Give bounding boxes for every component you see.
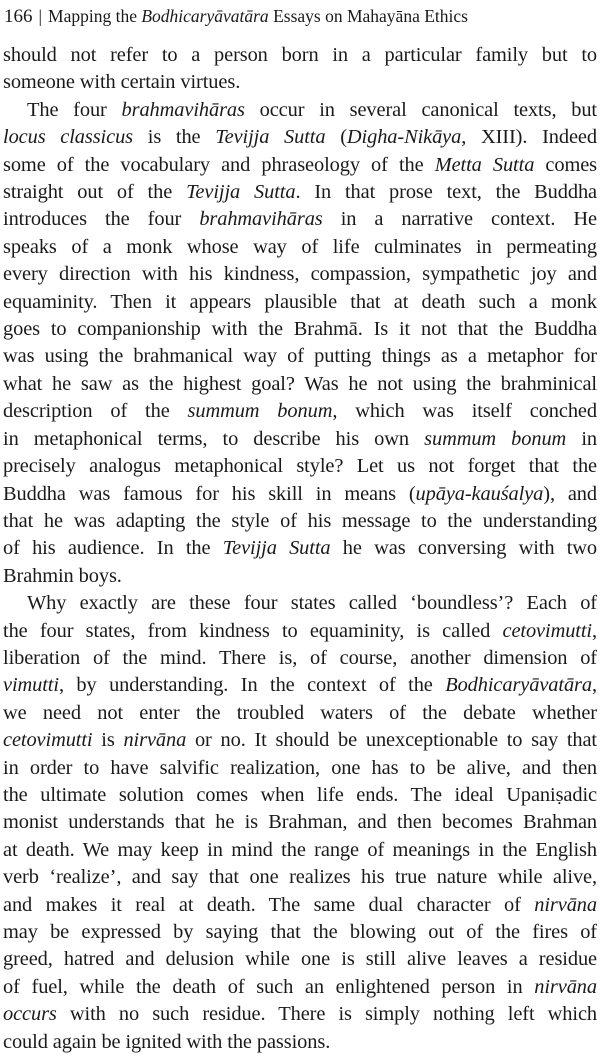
text-line xyxy=(3,946,597,973)
text-run: should not refer to a person born in a particular family but to xyxy=(3,44,597,66)
text-run: equaminity. Then it appears plausible that at death such a monk xyxy=(3,290,597,313)
italic-term: Tevijja Sutta xyxy=(215,126,326,149)
text-run: speaks of a monk whose way of life culminates in permeating xyxy=(3,235,597,258)
text-run: precisely analogus metaphonical style? Let us not forget that the xyxy=(3,455,597,478)
text-run: occur in several canonical texts, but xyxy=(244,98,597,121)
text-line xyxy=(3,892,597,919)
text-line xyxy=(3,343,597,370)
text-run: , XIII). Indeed xyxy=(461,126,597,149)
text-line xyxy=(3,371,597,398)
text-line xyxy=(3,69,597,96)
text-line xyxy=(3,234,597,261)
text-run: description of the xyxy=(3,400,188,423)
text-line xyxy=(3,618,597,645)
text-run: ( xyxy=(325,126,347,149)
italic-term: locus classicus xyxy=(3,126,134,149)
italic-term: vimutti xyxy=(3,674,59,697)
text-line xyxy=(3,508,597,535)
text-run: ), and xyxy=(543,482,597,505)
text-line xyxy=(3,481,597,508)
italic-term: Digha-Nikāya xyxy=(346,126,462,149)
text-run: of fuel, while the death of such an enlightened person in xyxy=(3,975,535,998)
text-line xyxy=(3,672,597,699)
italic-term: upāya-kauśalya xyxy=(415,482,544,505)
text-line xyxy=(3,289,597,316)
header-title-italic: Bodhicaryāvatāra xyxy=(141,6,269,26)
text-run: every direction with his kindness, compassion, sympathetic joy and xyxy=(3,263,597,286)
text-run: Brahmin boys. xyxy=(3,564,122,587)
italic-term: Bodhicaryāvatāra xyxy=(445,674,592,697)
text-line xyxy=(3,535,597,562)
text-run: may be expressed by saying that the blowing out of the fires of xyxy=(3,921,597,943)
text-run: , which was itself conched xyxy=(332,400,597,423)
text-line xyxy=(3,42,597,69)
text-run: we need not enter the troubled waters of the debate whether xyxy=(3,701,597,724)
text-line xyxy=(3,727,597,754)
text-run: monist understands that he is Brahman, and then becomes Brahman xyxy=(3,811,597,834)
text-run: in xyxy=(566,427,597,450)
text-run: is the xyxy=(133,126,216,149)
italic-term: occurs xyxy=(3,1003,57,1026)
text-line xyxy=(3,590,597,617)
italic-term: cetovimutti xyxy=(502,619,592,642)
text-run: could again be ignited with the passions. xyxy=(3,1030,331,1053)
running-header xyxy=(4,3,596,29)
text-line xyxy=(3,700,597,727)
italic-term: summum bonum xyxy=(187,400,333,423)
text-run: , xyxy=(592,674,597,697)
text-run: Buddha was famous for his skill in means ( xyxy=(3,482,416,505)
italic-term: nirvāna xyxy=(534,975,597,998)
italic-term: nirvāna xyxy=(534,893,597,916)
text-run: comes xyxy=(534,153,598,176)
text-run: in a narrative context. He xyxy=(322,208,597,231)
text-run: of his audience. In the xyxy=(3,537,223,560)
text-run: verb ‘realize’, and say that one realizes his true nature while alive, xyxy=(3,866,597,889)
text-run: the ultimate solution comes when life ends. The ideal Upaniṣadic xyxy=(3,783,597,806)
text-line xyxy=(3,97,597,124)
italic-term: Tevijja Sutta xyxy=(186,181,296,204)
italic-term: Tevijja Sutta xyxy=(222,537,331,560)
text-run: or no. It should be unexceptionable to say that xyxy=(186,729,597,752)
page-number: 166 xyxy=(4,6,33,27)
text-run: greed, hatred and delusion while one is still alive leaves a residue xyxy=(3,948,597,971)
header-title-suffix: Essays on Mahayāna Ethics xyxy=(268,6,468,26)
text-run: goes to companionship with the Brahmā. Is it not that the Buddha xyxy=(3,318,597,341)
text-line xyxy=(3,152,597,179)
text-run: is xyxy=(92,729,124,752)
text-run: and makes it real at death. The same dual character of xyxy=(3,893,535,916)
header-separator: | xyxy=(38,6,43,26)
text-run: Why exactly are these four states called ‘boundless’? Each of xyxy=(27,592,597,615)
header-title-prefix: Mapping the xyxy=(48,6,142,26)
text-line xyxy=(3,864,597,891)
text-run: , xyxy=(592,619,597,642)
text-run: with no such residue. There is simply nothing left which xyxy=(56,1003,597,1026)
italic-term: brahmavihāras xyxy=(199,208,323,231)
text-line xyxy=(3,755,597,782)
text-line xyxy=(3,426,597,453)
text-run: some of the vocabulary and phraseology of the xyxy=(3,153,435,176)
text-run: was using the brahmanical way of putting things as a metaphor for xyxy=(3,345,597,368)
text-run: what he saw as the highest goal? Was he not using the brahminical xyxy=(3,372,597,395)
text-line xyxy=(3,974,597,1001)
text-line xyxy=(3,837,597,864)
text-run: that he was adapting the style of his message to the understanding xyxy=(3,509,597,532)
text-run: straight out of the xyxy=(3,181,187,204)
text-line xyxy=(3,124,597,151)
text-line xyxy=(3,261,597,288)
italic-term: Metta Sutta xyxy=(434,153,535,176)
italic-term: summum bonum xyxy=(424,427,567,450)
text-line xyxy=(3,645,597,672)
text-line xyxy=(3,1001,597,1028)
text-run: the four states, from kindness to equaminity, is called xyxy=(3,619,503,642)
text-run: he was conversing with two xyxy=(330,537,597,560)
text-line xyxy=(3,563,597,590)
text-line xyxy=(3,398,597,425)
body-text xyxy=(3,42,597,1056)
text-run: someone with certain virtues. xyxy=(3,71,241,94)
text-run: at death. We may keep in mind the range of meanings in the English xyxy=(3,838,597,861)
text-run: The four xyxy=(27,98,122,121)
text-line xyxy=(3,206,597,233)
text-line xyxy=(3,919,597,946)
text-line xyxy=(3,809,597,836)
text-run: liberation of the mind. There is, of course, another dimension of xyxy=(3,646,597,669)
italic-term: brahmavihāras xyxy=(121,98,245,121)
text-line xyxy=(3,453,597,480)
italic-term: cetovimutti xyxy=(3,729,93,752)
text-run: in order to have salvific realization, one has to be alive, and then xyxy=(3,756,597,779)
text-run: . In that prose text, the Buddha xyxy=(295,181,597,204)
text-line xyxy=(3,316,597,343)
text-run: , by understanding. In the context of the xyxy=(58,674,446,697)
italic-term: nirvāna xyxy=(123,729,187,752)
text-run: introduces the four xyxy=(3,208,200,231)
text-line xyxy=(3,179,597,206)
text-run: in metaphonical terms, to describe his own xyxy=(3,427,425,450)
text-line xyxy=(3,782,597,809)
